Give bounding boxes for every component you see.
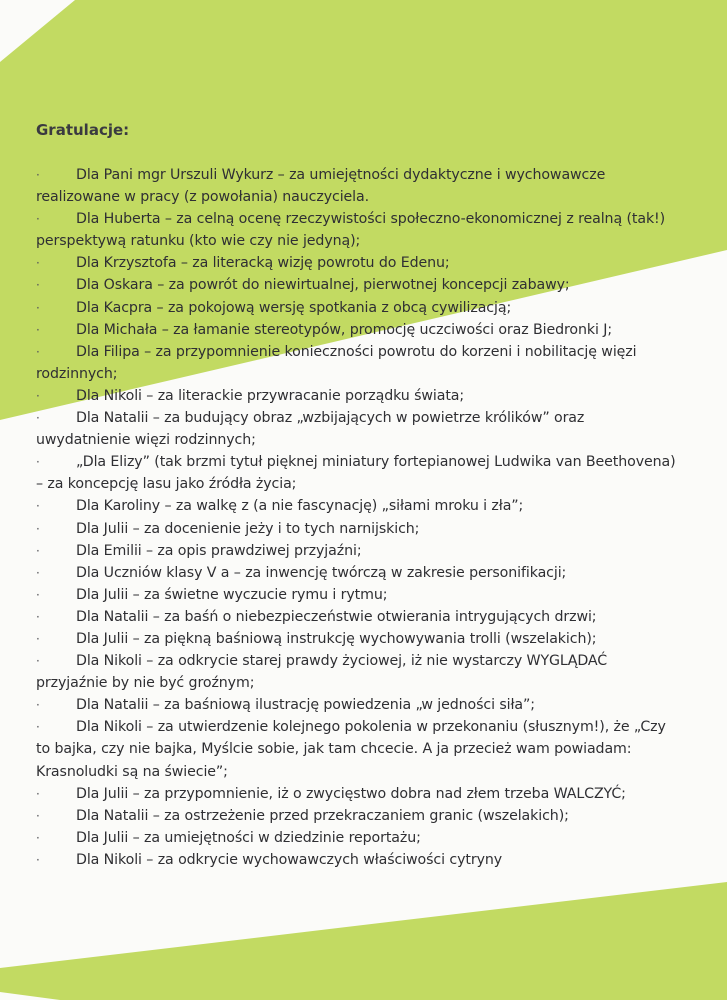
list-item xyxy=(36,451,676,495)
list-item-text: Dla Natalii – za baśniową ilustrację powiedzenia „w jedności siła”; xyxy=(76,697,535,714)
list-item xyxy=(36,164,676,208)
list-item-text: Dla Michała – za łamanie stereotypów, promocję uczciwości oraz Biedronki J; xyxy=(76,321,613,338)
bullet-icon: · xyxy=(36,786,40,801)
list-item xyxy=(36,407,676,451)
list-item xyxy=(36,274,676,296)
bullet-icon: · xyxy=(36,543,40,558)
bullet-icon: · xyxy=(36,411,40,426)
list-item-text: Dla Kacpra – za pokojową wersję spotkania z obcą cywilizacją; xyxy=(76,299,512,316)
bullet-icon: · xyxy=(36,455,40,470)
bullet-icon: · xyxy=(36,852,40,867)
list-item-text: Dla Uczniów klasy V a – za inwencję twórczą w zakresie personifikacji; xyxy=(76,564,567,581)
page-title: Gratulacje: xyxy=(36,121,130,139)
list-item-text: Dla Julii – za świetne wyczucie rymu i rytmu; xyxy=(76,586,388,603)
list-item xyxy=(36,562,676,584)
list-item xyxy=(36,827,676,849)
list-item-text: Dla Julii – za docenienie jeży i to tych narnijskich; xyxy=(76,520,420,537)
list-item-text: Dla Emilii – za opis prawdziwej przyjaźni; xyxy=(76,542,362,559)
bullet-icon: · xyxy=(36,322,40,337)
bullet-icon: · xyxy=(36,521,40,536)
list-item xyxy=(36,716,676,782)
bullet-icon: · xyxy=(36,565,40,580)
list-item-text: Dla Julii – za piękną baśniową instrukcję wychowywania trolli (wszelakich); xyxy=(76,630,597,647)
bullet-icon: · xyxy=(36,654,40,669)
bullet-icon: · xyxy=(36,830,40,845)
list-item-text: Dla Nikoli – za odkrycie wychowawczych właściwości cytryny xyxy=(76,851,503,868)
list-item-text: Dla Filipa – za przypomnienie konieczności powrotu do korzeni i nobilitację więzi rodzinnych; xyxy=(36,343,637,382)
list-item xyxy=(36,606,676,628)
congratulations-list xyxy=(36,164,676,871)
list-item-text: Dla Pani mgr Urszuli Wykurz – za umiejętności dydaktyczne i wychowawcze realizowane w pracy (z powołania) nauczyciela. xyxy=(36,167,606,206)
bullet-icon: · xyxy=(36,609,40,624)
bullet-icon: · xyxy=(36,499,40,514)
green-bottom-band xyxy=(0,882,727,1000)
list-item xyxy=(36,495,676,517)
list-item xyxy=(36,385,676,407)
list-item xyxy=(36,650,676,694)
bullet-icon: · xyxy=(36,388,40,403)
list-item-text: Dla Julii – za przypomnienie, iż o zwycięstwo dobra nad złem trzeba WALCZYĆ; xyxy=(76,785,626,802)
bullet-icon: · xyxy=(36,212,40,227)
list-item xyxy=(36,518,676,540)
bullet-icon: · xyxy=(36,631,40,646)
bullet-icon: · xyxy=(36,300,40,315)
bullet-icon: · xyxy=(36,344,40,359)
list-item xyxy=(36,849,676,871)
list-item-text: Dla Natalii – za baśń o niebezpieczeństwie otwierania intrygujących drzwi; xyxy=(76,608,597,625)
bullet-icon: · xyxy=(36,587,40,602)
list-item xyxy=(36,297,676,319)
list-item-text: Dla Nikoli – za utwierdzenie kolejnego pokolenia w przekonaniu (słusznym!), że „Czy to bajka, czy nie bajka, Myślcie sobie, jak tam chcecie. A ja przecież wam powiadam: Krasnoludki są na świecie”; xyxy=(36,719,666,780)
bullet-icon: · xyxy=(36,278,40,293)
list-item-text: Dla Julii – za umiejętności w dziedzinie reportażu; xyxy=(76,829,421,846)
list-item xyxy=(36,628,676,650)
bullet-icon: · xyxy=(36,698,40,713)
list-item-text: Dla Nikoli – za odkrycie starej prawdy życiowej, iż nie wystarczy WYGLĄDAĆ przyjaźnie by nie być groźnym; xyxy=(36,653,608,692)
list-item xyxy=(36,805,676,827)
list-item-text: Dla Natalii – za ostrzeżenie przed przekraczaniem granic (wszelakich); xyxy=(76,807,569,824)
bullet-icon: · xyxy=(36,168,40,182)
list-item xyxy=(36,540,676,562)
list-item-text: Dla Karoliny – za walkę z (a nie fascynację) „siłami mroku i zła”; xyxy=(76,498,524,515)
list-item xyxy=(36,694,676,716)
bullet-icon: · xyxy=(36,720,40,735)
list-item xyxy=(36,584,676,606)
list-item-text: Dla Oskara – za powrót do niewirtualnej, pierwotnej koncepcji zabawy; xyxy=(76,277,570,294)
bullet-icon: · xyxy=(36,256,40,271)
list-item-text: „Dla Elizy” (tak brzmi tytuł pięknej miniatury fortepianowej Ludwika van Beethovena) – za koncepcję lasu jako źródła życia; xyxy=(36,454,676,493)
list-item-text: Dla Nikoli – za literackie przywracanie porządku świata; xyxy=(76,387,465,404)
list-item xyxy=(36,341,676,385)
list-item xyxy=(36,252,676,274)
list-item xyxy=(36,208,676,252)
list-item-text: Dla Natalii – za budujący obraz „wzbijających w powietrze królików” oraz uwydatnienie więzi rodzinnych; xyxy=(36,410,585,449)
list-item xyxy=(36,319,676,341)
list-item-text: Dla Huberta – za celną ocenę rzeczywistości społeczno-ekonomicznej z realną (tak!) perspektywą ratunku (kto wie czy nie jedyną); xyxy=(36,211,666,250)
bullet-icon: · xyxy=(36,808,40,823)
list-item xyxy=(36,783,676,805)
list-item-text: Dla Krzysztofa – za literacką wizję powrotu do Edenu; xyxy=(76,255,450,272)
